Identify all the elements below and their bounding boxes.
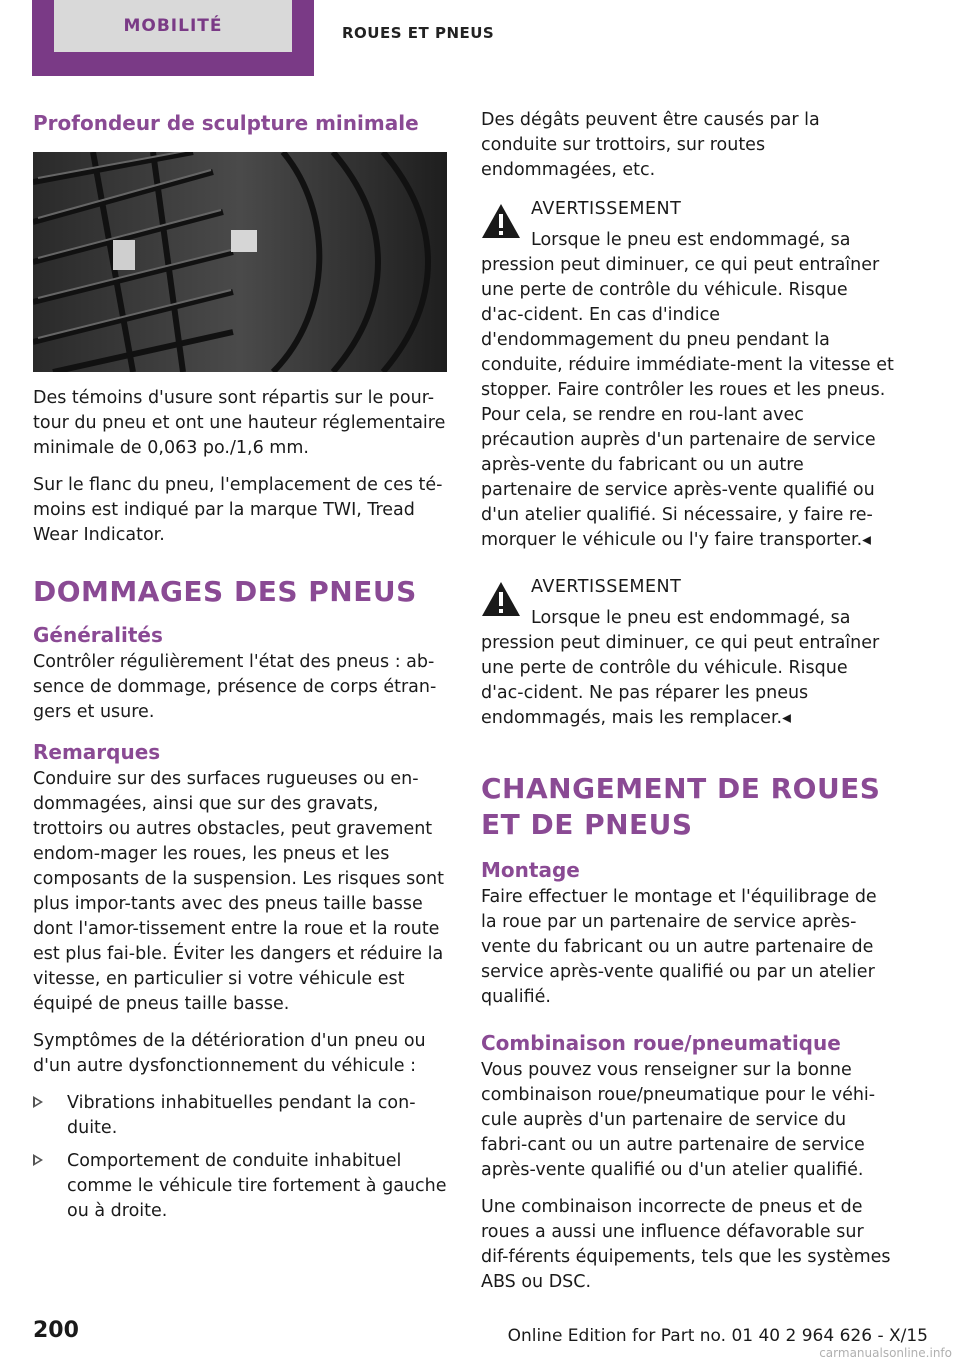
subheading-mounting: Montage: [481, 858, 580, 882]
warning-text: Lorsque le pneu est endommagé, sa pression peut diminuer, ce qui peut entraîner une perte de contrôle du véhicule. Risque d'ac-cident. En cas d'indice d'endommagement du pneu pendant la conduite, réduire immédiate-ment la vitesse et stopper. Faire contrôler les roues et les pneus. Pour cela, se rendre en rou-lant avec précaution auprès d'un partenaire de service après-vente du fabricant ou un autre partenaire de service après-vente qualifié ou d'un atelier qualifié. Si nécessaire, y faire re-morquer le véhicule ou l'y faire transporter.◂: [481, 230, 894, 550]
footer-edition: Online Edition for Part no. 01 40 2 964 626 - X/15: [507, 1326, 928, 1346]
list-item: Vibrations inhabituelles pendant la con-duite.: [33, 1091, 447, 1141]
triangle-bullet-icon: [33, 1154, 43, 1166]
right-column: [481, 108, 895, 1307]
warning-text: Lorsque le pneu est endommagé, sa pression peut diminuer, ce qui peut entraîner une perte de contrôle du véhicule. Risque d'ac-cident. Ne pas réparer les pneus endommagés, mais les remplacer.◂: [481, 608, 880, 728]
paragraph-remarks: Conduire sur des surfaces rugueuses ou en-dommagées, ainsi que sur des gravats, trottoirs ou autres obstacles, peut gravement endom-mager les roues, les pneus et les composants de la suspension. Les risques sont plus impor-tants avec des pneus taille basse dont l'amor-tissement entre la roue et la route est plus fai-ble. Éviter les dangers et réduire la vitesse, en particulier si votre véhicule est équipé de pneus taille basse.: [33, 769, 444, 1014]
paragraph-mounting: Faire effectuer le montage et l'équilibrage de la roue par un partenaire de service après-vente du fabricant ou un autre partenaire de service après-vente qualifié ou par un atelier qualifié.: [481, 887, 877, 1007]
section-title-header: ROUES ET PNEUS: [342, 24, 495, 42]
triangle-bullet-icon: [33, 1096, 43, 1108]
paragraph-symptoms: Symptômes de la détérioration d'un pneu ou d'un autre dysfonctionnement du véhicule :: [33, 1031, 426, 1076]
left-column: [33, 108, 447, 1232]
watermark-text: carmanualsonline.info: [819, 1346, 952, 1360]
section-tire-damage: DOMMAGES DES PNEUS: [33, 575, 417, 608]
list-item: Comportement de conduite inhabituel comme le véhicule tire fortement à gauche ou à droite.: [33, 1149, 447, 1224]
paragraph-wear-indicators: Des témoins d'usure sont répartis sur le pour-tour du pneu et ont une hauteur réglementaire minimale de 0,063 po./1,6 mm.: [33, 388, 446, 458]
warning-triangle-icon: [481, 581, 521, 617]
header-tab: [32, 0, 314, 76]
page-number: 200: [33, 1318, 79, 1343]
subheading-combination: Combinaison roue/pneumatique: [481, 1031, 841, 1055]
tire-tread-image: [33, 152, 447, 372]
paragraph-general: Contrôler régulièrement l'état des pneus : ab-sence de dommage, présence de corps étran-gers et usure.: [33, 652, 437, 722]
section-wheel-change: CHANGEMENT DE ROUES ET DE PNEUS: [481, 772, 881, 841]
warning-title: AVERTISSEMENT: [531, 199, 682, 219]
warning-title: AVERTISSEMENT: [531, 577, 682, 597]
warning-triangle-icon: [481, 203, 521, 239]
warning-block-2: [481, 575, 895, 731]
paragraph-combination: Vous pouvez vous renseigner sur la bonne combinaison roue/pneumatique pour le véhi-cule auprès d'un partenaire de service du fabri-cant ou un autre partenaire de service après-vente qualifié ou d'un atelier qualifié.: [481, 1060, 876, 1180]
chapter-tab-label: MOBILITÉ: [54, 0, 292, 52]
paragraph-damage-causes: Des dégâts peuvent être causés par la conduite sur trottoirs, sur routes endommagées, etc.: [481, 110, 820, 180]
subheading-remarks: Remarques: [33, 740, 161, 764]
paragraph-incorrect-combination: Une combinaison incorrecte de pneus et de roues a aussi une influence défavorable sur dif-férents équipements, tels que les systèmes ABS ou DSC.: [481, 1197, 891, 1292]
warning-block-1: [481, 197, 895, 553]
subheading-general: Généralités: [33, 623, 163, 647]
symptom-list: [33, 1091, 447, 1224]
heading-tread-depth: Profondeur de sculpture minimale: [33, 111, 419, 135]
paragraph-twi: Sur le flanc du pneu, l'emplacement de ces té-moins est indiqué par la marque TWI, Tread Wear Indicator.: [33, 475, 443, 545]
